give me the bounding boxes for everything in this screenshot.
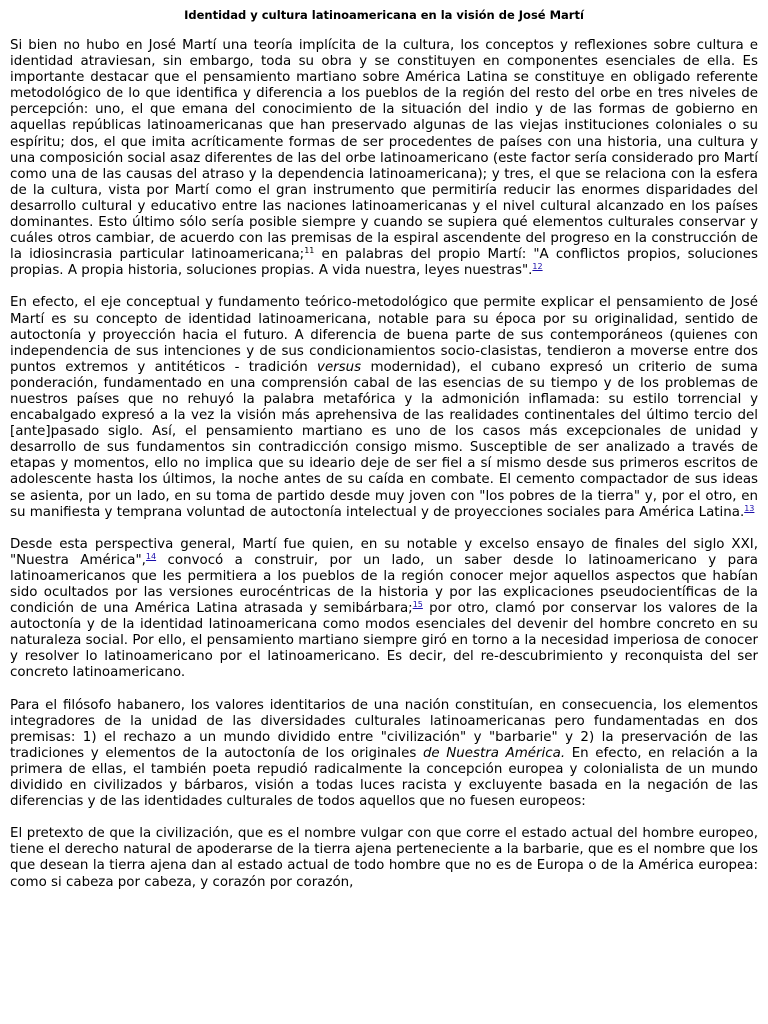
paragraph-1-text-a: Si bien no hubo en José Martí una teoría implícita de la cultura, los conceptos y reflexiones sobre cultura e identidad atraviesan, sin embargo, toda su obra y se constituyen en componentes esenciales de ella. Es importante destacar que el pensamiento martiano sobre América Latina se constituye en obligado referente metodológico de lo que identifica y diferencia a los pueblos de la región del resto del orbe en tres niveles de percepción: uno, el que emana del conocimiento de la situación del indio y de las formas de gobierno en aquellas repúblicas latinoamericanas que han preservado algunas de las viejas instituciones coloniales o su espíritu; dos, el que imita acríticamente formas de ser procedentes de países con una historia, una cultura y una composición social asaz diferentes de las del orbe latinoamericano (este factor sería considerado pro Martí como una de las causas del atraso y la dependencia latinoamericana); y tres, el que se relaciona con la esfera de la cultura, vista por Martí como el gran instrumento que permitiría reducir las enormes disparidades del desarrollo cultural y educativo entre las naciones latinoamericanas y el nivel cultural alcanzado en los países dominantes. Esto último sólo sería posible siempre y cuando se supiera qué elementos culturales conservar y cuáles otros cambiar, de acuerdo con las premisas de la espiral ascendente del progreso en la construcción de la idiosincrasia particular latinoamericana;: [10, 38, 758, 263]
paragraph-5: [10, 826, 758, 890]
paragraph-3: [10, 537, 758, 682]
footnote-link-13[interactable]: 13: [744, 503, 755, 513]
paragraph-4: [10, 698, 758, 811]
document-title: Identidad y cultura latinoamericana en la visión de José Martí: [184, 8, 584, 22]
paragraph-5-text-a: El pretexto de que la civilización, que es el nombre vulgar con que corre el estado actual del hombre europeo, tiene el derecho natural de apoderarse de la tierra ajena perteneciente a la barbarie, que es el nombre que los que desean la tierra ajena dan al estado actual de todo hombre que no es de Europa o de la América europea: como si cabeza por cabeza, y corazón por corazón,: [10, 826, 758, 890]
paragraph-4-emphasis: de Nuestra América.: [422, 745, 566, 761]
paragraph-3-text-a: Desde esta perspectiva general, Martí fue quien, en su notable y excelso ensayo de finales del siglo XXI, "Nuestra América",: [10, 536, 758, 568]
paragraph-2-emphasis: versus: [317, 359, 362, 375]
paragraph-4-text-a: Para el filósofo habanero, los valores identitarios de una nación constituían, en consecuencia, los elementos integradores de la unidad de las diversidades culturales latinoamericanas pero fundamentadas en dos premisas: 1) el rechazo a un mundo dividido entre "civilización" y "barbarie" y 2) la preservación de las tradiciones y elementos de la autoctonía de los originales: [10, 697, 758, 761]
paragraph-3-text-c: por otro, clamó por conservar los valores de la autoctonía y de la identidad latinoamericana como modos esenciales del devenir del hombre concreto en su naturaleza social. Por ello, el pensamiento martiano siempre giró en torno a la necesidad imperiosa de conocer y resolver lo latinoamericano por el latinoamericano. Es decir, del re-descubrimiento y reconquista del ser concreto latinoamericano.: [10, 601, 758, 681]
paragraph-1: [10, 38, 758, 279]
paragraph-2: [10, 295, 758, 520]
footnote-link-15[interactable]: 15: [412, 600, 423, 610]
footnote-link-14[interactable]: 14: [145, 551, 157, 561]
paragraph-2-text-b: modernidad), el cubano expresó un criterio de suma ponderación, fundamentado en una comprensión cabal de las esencias de su tiempo y de los problemas de nuestros países que no rehuyó la palabra metafórica y la admonición inflamada: su estilo torrencial y encabalgado expresó a la vez la visión más aprehensiva de las realidades continentales del último tercio del [ante]pasado siglo. Así, el pensamiento martiano es uno de los casos más excepcionales de unidad y desarrollo de sus fundamentos sin contradicción consigo mismo. Susceptible de ser analizado a través de etapas y momentos, ello no implica que su ideario deje de ser fiel a sí mismo desde sus primeros escritos de adolescente hasta los últimos, la noche antes de su caída en combate. El cemento compactador de sus ideas se asienta, por un lado, en su toma de partido desde muy joven con "los pobres de la tierra" y, por el otro, en su manifiesta y temprana voluntad de autoctonía intelectual y de proyecciones sociales para América Latina.: [10, 359, 758, 520]
paragraph-3-text-b: convocó a construir, por un lado, un saber desde lo latinoamericano y para latinoamericanos que les permitiera a los pueblos de la región conocer mejor aquellos aspectos que habían sido ocultados por las versiones eurocéntricas de la historia y por las explicaciones pseudocientíficas de la condición de una América Latina atrasada y semibárbara;: [10, 552, 759, 617]
footnote-link-12[interactable]: 12: [532, 262, 543, 272]
paragraph-4-text-b: En efecto, en relación a la primera de ellas, el también poeta repudió radicalmente la concepción europea y colonialista de un mundo dividido en civilizados y bárbaros, visión a todas luces racista y excluyente basada en la negación de las diferencias y de las identidades culturales de todos aquellos que no fuesen europeos:: [10, 745, 758, 810]
footnote-ref-11: 11: [304, 246, 315, 256]
paragraph-2-text-a: En efecto, el eje conceptual y fundamento teórico-metodológico que permite explicar el pensamiento de José Martí es su concepto de identidad latinoamericana, notable para su época por su originalidad, sentido de autoctonía y proyección hacia el futuro. A diferencia de buena parte de sus contemporáneos (quienes con independencia de sus intenciones y de sus condicionamientos socio-clasistas, tendieron a moverse entre dos puntos extremos y antitéticos - tradición: [10, 295, 758, 375]
paragraph-1-text-b: en palabras del propio Martí: "A conflictos propios, soluciones propias. A propia historia, soluciones propias. A vida nuestra, leyes nuestras".: [10, 247, 759, 279]
